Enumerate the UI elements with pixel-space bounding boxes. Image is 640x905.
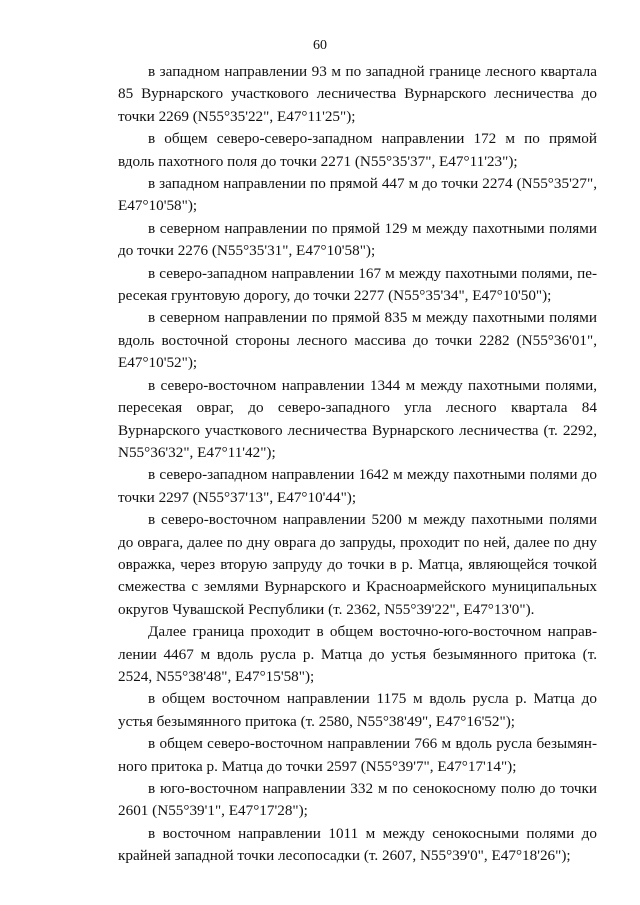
paragraph: в юго-восточном направлении 332 м по сенокосному полю до точки 2601 (N55°39'1", E47°17'28"); (118, 780, 597, 820)
paragraph: в западном направлении 93 м по западной границе лесного квартала 85 Вурнарского участкового лесничества Вурнарского лесничества до точки 2269 (N55°35'22", E47°11'25"); (118, 63, 597, 125)
paragraph: Далее граница проходит в общем восточно-юго-восточном направлении 4467 м вдоль русла р. Матца до устья безымянного притока (т. 2524, N55°38'48", E47°15'58"); (118, 623, 597, 685)
paragraph: в северо-восточном направлении 5200 м между пахотными полями до оврага, далее по дну оврага до запруды, проходит по ней, далее по дну овражка, через вторую запруду до точки в р. Матца, являющейся точкой смежества с землями Вурнарского и Красноармейского муниципальных округов Чувашской Республики (т. 2362, N55°39'22", E47°13'0"). (118, 511, 597, 618)
paragraph: в северном направлении по прямой 129 м между пахотными полями до точки 2276 (N55°35'31", E47°10'58"); (118, 219, 597, 260)
paragraph: в северном направлении по прямой 835 м между пахотными полями вдоль восточной стороны лесного массива до точки 2282 (N55°36'01", E47°10'52"); (118, 309, 597, 372)
paragraph: в общем северо-северо-западном направлении 172 м по прямой вдоль пахотного поля до точки 2271 (N55°35'37", E47°11'23"); (118, 130, 597, 170)
paragraph: в северо-западном направлении 167 м между пахотными полями, пересекая грунтовую дорогу, до точки 2277 (N55°35'34", E47°10'50"); (118, 264, 597, 305)
document-body (118, 61, 597, 868)
paragraph: в общем восточном направлении 1175 м вдоль русла р. Матца до устья безымянного притока (т. 2580, N55°38'49", E47°16'52"); (118, 690, 597, 730)
paragraph: в западном направлении по прямой 447 м до точки 2274 (N55°35'27", E47°10'58"); (118, 175, 597, 215)
paragraph: в общем северо-восточном направлении 766 м вдоль русла безымянного притока р. Матца до точки 2597 (N55°39'7", E47°17'14"); (118, 735, 597, 775)
paragraph: в восточном направлении 1011 м между сенокосными полями до крайней западной точки лесопосадки (т. 2607, N55°39'0", E47°18'26"); (118, 824, 597, 865)
page-number: 60 (313, 38, 327, 53)
paragraph: в северо-восточном направлении 1344 м между пахотными полями, пересекая овраг, до северо-западного угла лесного квартала 84 Вурнарского участкового лесничества Вурнарского лесничества (т. 2292, N55°36'32", E47°11'42"); (118, 376, 597, 461)
paragraph: в северо-западном направлении 1642 м между пахотными полями до точки 2297 (N55°37'13", E47°10'44"); (118, 466, 597, 506)
